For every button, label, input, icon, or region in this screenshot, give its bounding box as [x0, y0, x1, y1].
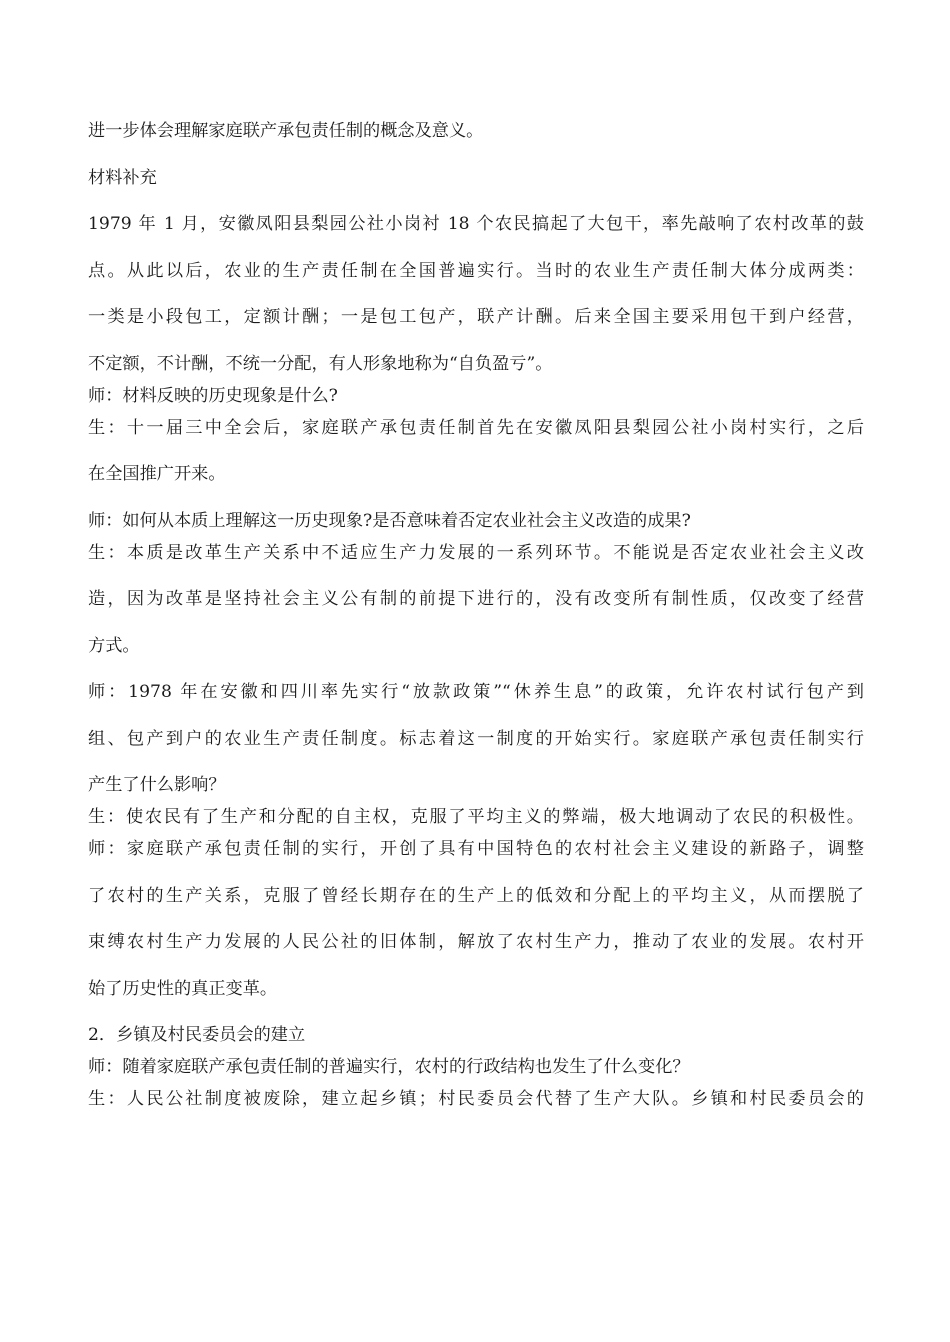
text-line: 了农村的生产关系，克服了曾经长期存在的生产上的低效和分配上的平均主义，从而摆脱了 — [88, 885, 864, 906]
text-line: 组、包产到户的农业生产责任制度。标志着这一制度的开始实行。家庭联产承包责任制实行 — [88, 728, 864, 749]
text-line: 师：材料反映的历史现象是什么? — [88, 385, 338, 406]
text-line: 产生了什么影响？ — [88, 775, 226, 795]
text-line: 一类是小段包工，定额计酬；一是包工包产，联产计酬。后来全国主要采用包干到户经营， — [88, 307, 864, 327]
text-line: 师：随着家庭联产承包责任制的普遍实行，农村的行政结构也发生了什么变化？ — [88, 1057, 690, 1077]
text-line: 在全国推广开来。 — [88, 464, 226, 484]
text-line: 不定额，不计酬，不统一分配，有人形象地称为“自负盈亏”。 — [88, 353, 553, 374]
text-line: 1979 年 1 月，安徽凤阳县梨园公社小岗衬 18 个农民搞起了大包干，率先敲响了农村改革的鼓 — [88, 214, 864, 234]
text-line: 材料补充 — [88, 167, 157, 188]
text-line: 生：十一届三中全会后，家庭联产承包责任制首先在安徽凤阳县梨园公社小岗村实行，之后 — [88, 417, 864, 438]
text-line: 师：如何从本质上理解这一历史现象?是否意味着否定农业社会主义改造的成果? — [88, 510, 691, 531]
text-line: 进一步体会理解家庭联产承包责任制的概念及意义。 — [88, 121, 484, 141]
text-line: 生：本质是改革生产关系中不适应生产力发展的一系列环节。不能说是否定农业社会主义改 — [88, 542, 864, 563]
text-line: 造，因为改革是坚持社会主义公有制的前提下进行的，没有改变所有制性质，仅改变了经营 — [88, 589, 864, 609]
document-body — [88, 116, 864, 1131]
section-heading: 2．乡镇及村民委员会的建立 — [88, 1025, 306, 1045]
text-line: 束缚农村生产力发展的人民公社的旧体制，解放了农村生产力，推动了农业的发展。农村开 — [88, 932, 864, 952]
text-line: 师：1978 年在安徽和四川率先实行“放款政策”“休养生息”的政策，允许农村试行包产到 — [88, 682, 864, 702]
text-line: 生：使农民有了生产和分配的自主权，克服了平均主义的弊端，极大地调动了农民的积极性。 — [88, 807, 864, 827]
text-line: 始了历史性的真正变革。 — [88, 978, 278, 999]
text-line: 生：人民公社制度被废除，建立起乡镇；村民委员会代替了生产大队。乡镇和村民委员会的 — [88, 1089, 864, 1109]
text-line: 师：家庭联产承包责任制的实行，开创了具有中国特色的农村社会主义建设的新路子，调整 — [88, 839, 864, 859]
text-line: 方式。 — [88, 635, 140, 656]
text-line: 点。从此以后，农业的生产责任制在全国普遍实行。当时的农业生产责任制大体分成两类： — [88, 260, 864, 281]
